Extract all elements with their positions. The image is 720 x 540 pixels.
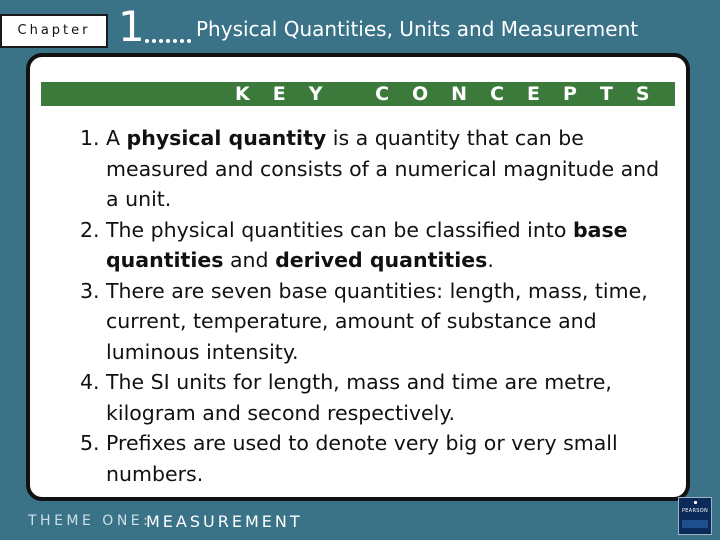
item-number: 4. xyxy=(80,370,100,394)
list-item xyxy=(80,367,670,428)
item-text: is a quantity that can be measured and consists of a numerical magnitude and a unit. xyxy=(106,126,660,211)
footer-theme: THEME ONE: xyxy=(28,513,152,529)
item-text: The SI units for length, mass and time are metre, kilogram and second respectively. xyxy=(106,370,612,425)
item-text: The physical quantities can be classified into xyxy=(106,217,573,242)
key-concepts-heading: KEY CONCEPTS xyxy=(235,83,673,105)
list-item xyxy=(80,215,670,276)
item-bold-term: derived quantities xyxy=(275,248,488,272)
item-number: 2. xyxy=(80,217,100,242)
list-item xyxy=(80,276,670,368)
item-number: 3. xyxy=(80,278,100,303)
item-text: There are seven base quantities: length, mass, time, current, temperature, amount of substance and luminous intensity. xyxy=(106,278,648,364)
item-bold-term: physical quantity xyxy=(126,126,327,150)
chapter-box xyxy=(0,14,108,48)
item-bold-term: base quantities xyxy=(106,217,628,272)
list-item xyxy=(80,123,670,215)
chapter-title: Physical Quantities, Units and Measurement xyxy=(196,17,639,41)
chapter-number: 1 xyxy=(118,2,145,51)
chapter-label: Chapter xyxy=(17,23,91,38)
footer-section: MEASUREMENT xyxy=(146,512,303,531)
item-text: Prefixes are used to denote very big or very small numbers. xyxy=(106,431,618,486)
item-text: and xyxy=(223,248,276,272)
decorative-dots xyxy=(145,28,194,47)
logo-text: PEARSON xyxy=(681,508,709,514)
list-item xyxy=(80,428,670,489)
item-text: . xyxy=(487,248,494,272)
publisher-logo xyxy=(678,497,712,535)
key-concepts-banner xyxy=(41,82,675,106)
item-text: A xyxy=(106,126,127,150)
item-number: 1. xyxy=(80,126,100,150)
item-number: 5. xyxy=(80,431,100,455)
concept-list xyxy=(80,123,670,489)
